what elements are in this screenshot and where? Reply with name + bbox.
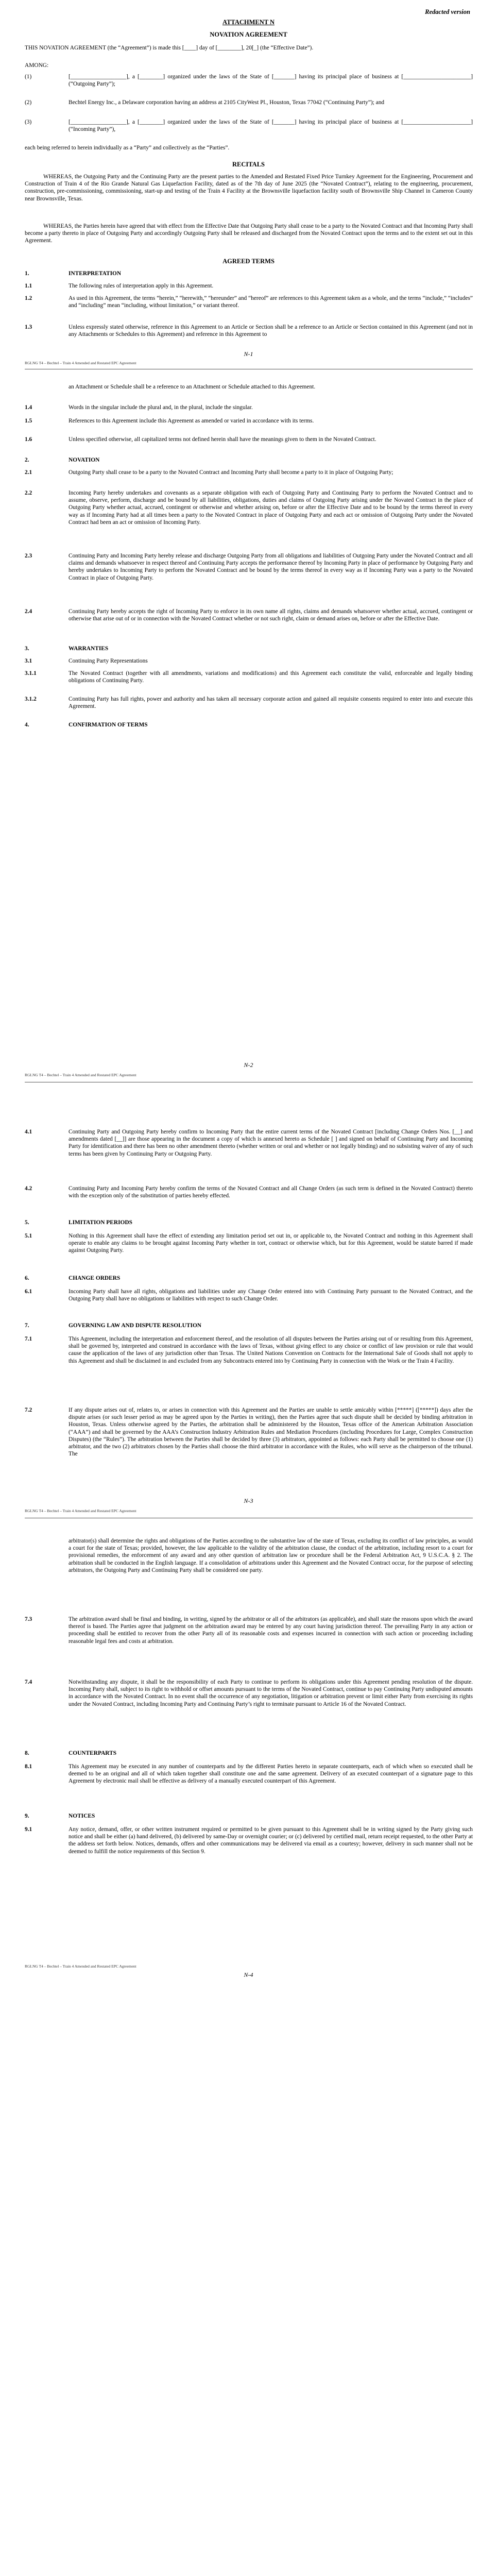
page-footer: RGLNG T4 – Bechtel – Train 4 Amended and Restated EPC Agreement	[25, 1073, 136, 1077]
section-heading: INTERPRETATION	[68, 270, 122, 277]
clause-text: Continuing Party Representations	[68, 658, 148, 664]
clause-text: Continuing Party has full rights, power and authority and has taken all necessary corporate action and gained all requisite consents required to enter into and execute this Agreement.	[68, 696, 473, 710]
clause-number: 1.4	[25, 404, 32, 411]
party-number: (2)	[25, 99, 32, 106]
clause-text: Any notice, demand, offer, or other written instrument required or permitted to be given pursuant to this Agreement shall be in writing signed by the Party giving such notice and shall be either (a) hand delivered, (b) delivered by same-Day or overnight courier; or (c) delivered by certified mail, return receipt requested, to the other Party at the address set forth below. Notices, demands, offers and other communications may be delivered via email as a courtesy; however, delivery in such manner shall not be deemed to fulfill the notice requirements of this Section 9.	[68, 1826, 473, 1855]
section-heading: NOVATION	[68, 457, 100, 463]
page-number: N-3	[244, 1497, 253, 1504]
clause-text: arbitrator(s) shall determine the rights and obligations of the Parties according to the substantive law of the state of Texas, excluding its conflict of law principles, as would a court for the state of Texas; provided, however, the law applicable to the validity of the arbitration clause, the conduct of the arbitration, including resort to a court for provisional remedies, the enforcement of any award and any other question of arbitration law or procedure shall be the Federal Arbitration Act, 9 U.S.C.A. § 2. The arbitration shall be conducted in the English language. If a consolidation of arbitrations under this Agreement and the Novated Contract occur, for the purpose of selecting arbitrators, the Outgoing Party and Continuing Party shall be considered one party.	[68, 1538, 473, 1573]
page-footer: RGLNG T4 – Bechtel – Train 4 Amended and Restated EPC Agreement	[25, 1509, 136, 1513]
page-footer: RGLNG T4 – Bechtel – Train 4 Amended and Restated EPC Agreement	[25, 361, 136, 365]
clause-number: 5.1	[25, 1233, 32, 1239]
section-heading: WARRANTIES	[68, 646, 109, 652]
clause-number: 6.1	[25, 1289, 32, 1295]
clause-text: Continuing Party hereby accepts the right of Incoming Party to enforce in its own name all rights, claims and demands whatsoever whether actual, accrued, contingent or otherwise that arise out of or in connection with the Novated Contract whether or not such right, claim or demand arises on, before or after the Effective Date.	[68, 608, 473, 622]
clause-text: Unless expressly stated otherwise, reference in this Agreement to an Article or Section shall be a reference to an Article or Section contained in this Agreement (and not in any Attachments or Schedules to this Agreement) and reference in this Agreement to	[68, 324, 473, 338]
section-number: 6.	[25, 1275, 29, 1281]
clause-number: 4.2	[25, 1185, 32, 1192]
clause-number: 7.2	[25, 1407, 32, 1413]
page-number: N-1	[244, 350, 253, 358]
agreed-terms-heading: AGREED TERMS	[222, 258, 275, 265]
clause-number: 1.2	[25, 295, 32, 301]
clause-text: Incoming Party hereby undertakes and covenants as a separate obligation with each of Outgoing Party and Continuing Party to perform the Novated Contract and to assume, observe, perform, discharge and be bound by all liabilities, obligations, duties and claims of Outgoing Party arising under the Novated Contract in the place of Outgoing Party whether actual, accrued, contingent or otherwise and whether arising on, before or after the Effective Date and to be bound by the terms thereof in every way as if Incoming Party had at all times been a party to the Novated Contract in place of Outgoing Party and each act or omission of Outgoing Party under the Novated Contract had been an act or omission of Incoming Party.	[68, 490, 473, 526]
party-number: (3)	[25, 119, 32, 125]
agreement-title: NOVATION AGREEMENT	[210, 31, 287, 38]
redacted-header: Redacted version	[425, 8, 470, 15]
clause-text: Unless specified otherwise, all capitalized terms not defined herein shall have the meanings given to them in the Novated Contract.	[68, 436, 376, 443]
attachment-title: ATTACHMENT N	[222, 19, 275, 26]
clause-number: 3.1	[25, 658, 32, 664]
clause-text: The following rules of interpretation apply in this Agreement.	[68, 283, 214, 289]
among-label: AMONG:	[25, 62, 49, 69]
section-number: 4.	[25, 722, 29, 728]
section-heading: LIMITATION PERIODS	[68, 1219, 132, 1226]
clause-number: 1.1	[25, 283, 32, 289]
clause-number: 7.1	[25, 1336, 32, 1342]
clause-number: 1.5	[25, 418, 32, 424]
party-continuing: Bechtel Energy Inc., a Delaware corporation having an address at 2105 CityWest Pl., Houston, Texas 77042 (“Continuing Party”); and	[68, 99, 385, 106]
clause-number: 1.6	[25, 436, 32, 443]
section-heading: COUNTERPARTS	[68, 1750, 117, 1756]
clause-number: 3.1.2	[25, 696, 37, 702]
intro-paragraph: THIS NOVATION AGREEMENT (the “Agreement”) is made this [____] day of [________], 20[_] (the “Effective Date”).	[25, 45, 314, 51]
clause-number: 3.1.1	[25, 670, 37, 676]
section-heading: CHANGE ORDERS	[68, 1275, 121, 1281]
clause-number: 7.4	[25, 1679, 32, 1685]
clause-number: 7.3	[25, 1616, 32, 1622]
page-number: N-4	[244, 1971, 253, 1978]
page-number: N-2	[244, 1061, 253, 1069]
clause-number: 2.1	[25, 469, 32, 476]
clause-text: Notwithstanding any dispute, it shall be the responsibility of each Party to continue to perform its obligations under this Agreement pending resolution of the dispute. Incoming Party shall, subject to its right to withhold or offset amounts pursuant to the terms of the Novated Contract, continue to pay Continuing Party undisputed amounts in accordance with the Novated Contract. In no event shall the occurrence of any negotiation, litigation or arbitration prevent or limit either Party from exercising its rights under the Novated Contract, including Incoming Party and Continuing Party’s right to terminate pursuant to Article 16 of the Novated Contract.	[68, 1679, 473, 1707]
section-heading: NOTICES	[68, 1813, 95, 1819]
clause-text: The arbitration award shall be final and binding, in writing, signed by the arbitrator or all of the arbitrators (as applicable), and shall state the reasons upon which the award thereof is based. The Parties agree that judgment on the arbitration award may be entered by any court having jurisdiction thereof. The prevailing Party in any action or proceeding shall be entitled to recover from the other Party all of its reasonable costs and expenses incurred in connection with such action or proceeding including reasonable legal fees and costs at arbitration.	[68, 1616, 473, 1645]
clause-text: Outgoing Party shall cease to be a party to the Novated Contract and Incoming Party shall become a party to it in place of Outgoing Party;	[68, 469, 393, 476]
party-incoming: [___________________], a [________] organized under the laws of the State of [_______] having its principal place of business at [_______________________] (“Incoming Party”),	[68, 119, 473, 133]
clause-number: 4.1	[25, 1129, 32, 1135]
recitals-heading: RECITALS	[232, 161, 265, 168]
clause-text: Incoming Party shall have all rights, obligations and liabilities under any Change Order entered into with Continuing Party pursuant to the Novated Contract, and the Outgoing Party shall have no obligations or liabilities with respect to such Change Order.	[68, 1289, 473, 1302]
clause-text: As used in this Agreement, the terms “herein,” “herewith,” “hereunder” and “hereof” are references to this Agreement taken as a whole, and the terms “include,” “includes” and “including” mean “including, without limitation,” or variant thereof.	[68, 295, 473, 309]
section-number: 9.	[25, 1813, 29, 1819]
section-number: 3.	[25, 646, 29, 652]
section-number: 5.	[25, 1219, 29, 1226]
clause-text: This Agreement, including the interpretation and enforcement thereof, and the resolution of all disputes between the Parties arising out of or resulting from this Agreement, shall be governed by, interpreted and construed in accordance with the laws of Texas, without giving effect to any choice or conflict of law provision or rule that would cause the application of the laws of any jurisdiction other than Texas. The United Nations Convention on Contracts for the International Sale of Goods shall not apply to this Agreement and shall be disclaimed in and excluded from any Subcontracts entered into by Continuing Party in connection with the Work or the Train 4 Facility.	[68, 1336, 473, 1364]
clause-text: This Agreement may be executed in any number of counterparts and by the different Parties hereto in separate counterparts, each of which when so executed shall be deemed to be an original and all of which taken together shall constitute one and the same agreement. Delivery of an executed counterpart of a signature page to this Agreement by electronic mail shall be effective as delivery of a manually executed counterpart of this Agreement.	[68, 1764, 473, 1785]
section-heading: GOVERNING LAW AND DISPUTE RESOLUTION	[68, 1323, 202, 1329]
section-number: 8.	[25, 1750, 29, 1756]
page-footer: RGLNG T4 – Bechtel – Train 4 Amended and Restated EPC Agreement	[25, 1964, 136, 1969]
party-number: (1)	[25, 74, 32, 80]
clause-number: 2.3	[25, 553, 32, 559]
clause-text: Continuing Party and Incoming Party hereby release and discharge Outgoing Party from all obligations and liabilities of Outgoing Party under the Novated Contract and all claims and demands whatsoever in respect thereof and Continuing Party accepts the performance thereof by Incoming Party in place of performance by Outgoing Party and hereby undertakes to Incoming Party to perform the Novated Contract and be bound by the terms thereof in every way as if Incoming Party was a party to the Novated Contract in place of Outgoing Party.	[68, 553, 473, 581]
section-number: 7.	[25, 1323, 29, 1329]
recital-2: WHEREAS, the Parties herein have agreed that with effect from the Effective Date that Outgoing Party shall cease to be a party to the Novated Contract and that Incoming Party shall become a party thereto in place of Outgoing Party and accordingly Outgoing Party shall be released and discharged from the Novated Contract upon the terms and to the extent set out in this Agreement.	[25, 223, 473, 244]
clause-text: Continuing Party and Incoming Party hereby confirm the terms of the Novated Contract and all Change Orders (as such term is defined in the Novated Contract) thereto with the exception only of the substitution of parties hereby effected.	[68, 1185, 473, 1199]
parties-definition: each being referred to herein individually as a “Party” and collectively as the “Parties”.	[25, 145, 230, 151]
section-heading: CONFIRMATION OF TERMS	[68, 722, 148, 728]
section-number: 1.	[25, 270, 29, 277]
party-outgoing: [___________________], a [________] organized under the laws of the State of [_______] having its principal place of business at [_______________________] (“Outgoing Party”);	[68, 74, 473, 88]
clause-number: 2.4	[25, 608, 32, 615]
clause-number: 2.2	[25, 490, 32, 496]
clause-text: Words in the singular include the plural and, in the plural, include the singular.	[68, 404, 253, 411]
section-number: 2.	[25, 457, 29, 463]
clause-text: Continuing Party and Outgoing Party hereby confirm to Incoming Party that the entire current terms of the Novated Contract [including Change Orders Nos. [__] and amendments dated [__]] are those appearing in the document a copy of which is annexed hereto as Schedule [ ] and signed on behalf of Continuing Party and Incoming Party for identification and there has been no other amendment thereto (whether written or oral and whether or not legally binding) and no subsisting waiver of any of such terms has been given by Continuing Party or Outgoing Party.	[68, 1129, 473, 1157]
clause-text: The Novated Contract (together with all amendments, variations and modifications) and this Agreement each constitute the valid, enforceable and legally binding obligations of Continuing Party.	[68, 670, 473, 684]
clause-number: 9.1	[25, 1826, 32, 1833]
clause-text: an Attachment or Schedule shall be a reference to an Attachment or Schedule attached to this Agreement.	[68, 384, 316, 390]
clause-text: References to this Agreement include this Agreement as amended or varied in accordance with its terms.	[68, 418, 314, 424]
clause-text: Nothing in this Agreement shall have the effect of extending any limitation period set out in, or applicable to, the Novated Contract and nothing in this Agreement shall operate to enable any claims to be brought against Incoming Party whether in tort, contract or otherwise which, but for this Agreement, would be statute barred if made against Outgoing Party.	[68, 1233, 473, 1254]
recital-1: WHEREAS, the Outgoing Party and the Continuing Party are the present parties to the Amended and Restated Fixed Price Turnkey Agreement for the Engineering, Procurement and Construction of Train 4 of the Rio Grande Natural Gas Liquefaction Facility, dated as of the 7th day of June 2025 (the “Novated Contract”), relating to the engineering, procurement, construction, pre-commissioning, commissioning, start-up and testing of the Train 4 Facility at the Brownsville liquefaction facility south of Brownsville Ship Channel in Cameron County near Brownsville, Texas.	[25, 174, 473, 202]
clause-text: If any dispute arises out of, relates to, or arises in connection with this Agreement and the Parties are unable to settle amicably within [*****] ([*****]) days after the dispute arises (or such lesser period as may be agreed upon by the Parties in writing), then the Parties agree that such dispute shall be decided by binding arbitration in Houston, Texas. Unless otherwise agreed by the Parties, the arbitration shall be administered by the Houston, Texas office of the American Arbitration Association (“AAA”) and shall be governed by the AAA’s Construction Industry Arbitration Rules and Mediation Procedures (including Procedures for Large, Complex Construction Disputes) (the “Rules”). The arbitration between the Parties shall be decided by three (3) arbitrators, appointed as follows: each Party shall be permitted to choose one (1) arbitrator, and the two (2) arbitrators chosen by the Parties shall choose the third arbitrator in accordance with the Rules, who will serve as the chairperson of the tribunal. The	[68, 1407, 473, 1458]
clause-number: 1.3	[25, 324, 32, 330]
clause-number: 8.1	[25, 1764, 32, 1770]
page-1	[0, 0, 497, 703]
